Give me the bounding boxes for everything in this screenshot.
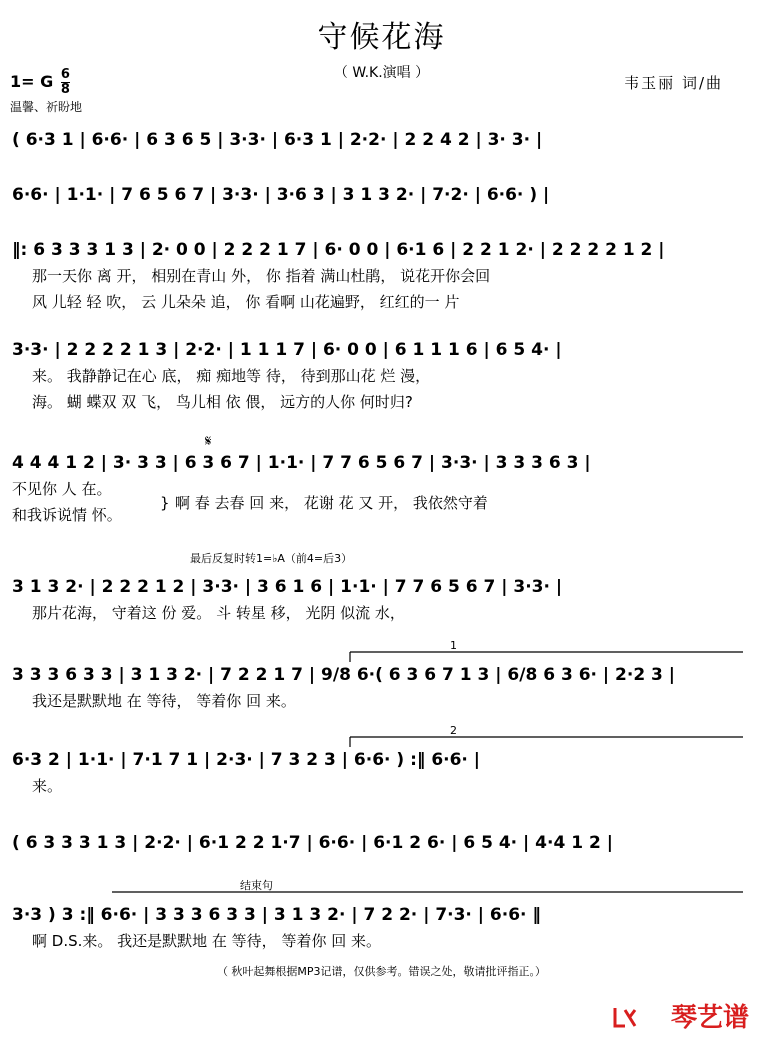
- volta-number-2: 2: [450, 724, 457, 737]
- meter-top: 6: [60, 67, 70, 82]
- score-line-5-lyrics-verse1: 不见你 人 在。: [12, 480, 112, 498]
- score-line-1-notes: ( 6·3 1 | 6·6· | 6 3 6 5 | 3·3· | 6·3 1 | 2·2· | 2 2 4 2 | 3· 3· |: [12, 130, 543, 150]
- score-line-9-notes: ( 6 3 3 3 1 3 | 2·2· | 6·1 2 2 1·7 | 6·6· | 6·1 2 6· | 6 5 4· | 4·4 1 2 |: [12, 833, 613, 853]
- score-line-8-notes: 6·3 2 | 1·1· | 7·1 7 1 | 2·3· | 7 3 2 3 | 6·6· ) :‖ 6·6· |: [12, 750, 481, 770]
- author-credit: 韦玉丽 词/曲: [624, 74, 723, 92]
- score-line-2-notes: 6·6· | 1·1· | 7 6 5 6 7 | 3·3· | 3·6 3 | 3 1 3 2· | 7·2· | 6·6· ) |: [12, 185, 550, 205]
- score-line-7-notes: 3 3 3 6 3 3 | 3 1 3 2· | 7 2 2 1 7 | 9/8 6·( 6 3 6 7 1 3 | 6/8 6 3 6· | 2·2 3 |: [12, 665, 676, 685]
- score-line-4-lyrics-verse2: 海。 蝴 蝶双 双 飞， 鸟儿相 依 偎， 远方的人你 何时归?: [32, 393, 413, 411]
- score-line-5-lyrics-verse2: 和我诉说情 怀。: [12, 506, 122, 524]
- site-logo: 琴艺谱: [670, 1003, 749, 1033]
- verse-brace: }: [160, 494, 170, 512]
- logo-icon: [611, 1004, 641, 1030]
- meter-bottom: 8: [60, 82, 70, 97]
- singer-credit: （ W.K.演唱 ）: [333, 65, 430, 81]
- score-line-8-lyrics-verse1: 来。: [32, 777, 63, 795]
- score-line-5-notes: 4 4 4 1 2 | 3· 3 3 | 6 3 6 7 | 1·1· | 7 7 6 5 6 7 | 3·3· | 3 3 3 6 3 |: [12, 453, 591, 473]
- score-line-3-lyrics-verse1: 那一天你 离 开， 相别在青山 外， 你 指着 满山杜鹃， 说花开你会回: [32, 267, 491, 285]
- score-line-3-lyrics-verse2: 风 儿轻 轻 吹， 云 儿朵朵 追， 你 看啊 山花遍野， 红红的一 片: [32, 293, 460, 311]
- footer-note: （ 秋叶起舞根据MP3记谱，仅供参考。错误之处，敬请批评指正。）: [216, 965, 547, 978]
- segno-sign: 𝄋: [205, 432, 212, 450]
- score-line-5-lyrics-chorus: 啊 春 去春 回 来， 花谢 花 又 开， 我依然守着: [175, 494, 488, 512]
- modulation-instruction: 最后反复时转1=♭A（前4=后3）: [190, 552, 353, 565]
- ending-label: 结束句: [240, 879, 273, 892]
- score-line-6-notes: 3 1 3 2· | 2 2 2 1 2 | 3·3· | 3 6 1 6 | 1·1· | 7 7 6 5 6 7 | 3·3· |: [12, 577, 563, 597]
- score-line-3-notes: ‖: 6 3 3 3 1 3 | 2· 0 0 | 2 2 2 1 7 | 6· 0 0 | 6·1 6 | 2 2 1 2· | 2 2 2 2 1 2 |: [12, 240, 665, 260]
- score-line-4-lyrics-verse1: 来。 我静静记在心 底， 痴 痴地等 待， 待到那山花 烂 漫，: [32, 367, 431, 385]
- song-title: 守候花海: [317, 20, 446, 55]
- score-line-10-notes: 3·3 ) 3 :‖ 6·6· | 3 3 3 6 3 3 | 3 1 3 2· | 7 2 2· | 7·3· | 6·6· ‖: [12, 905, 541, 925]
- score-line-4-notes: 3·3· | 2 2 2 2 1 3 | 2·2· | 1 1 1 7 | 6· 0 0 | 6 1 1 1 6 | 6 5 4· |: [12, 340, 562, 360]
- key-label: 1= G: [10, 72, 54, 91]
- score-line-7-lyrics-verse1: 我还是默默地 在 等待， 等着你 回 来。: [32, 692, 296, 710]
- volta-number-1: 1: [450, 639, 457, 652]
- score-line-6-lyrics-verse1: 那片花海， 守着这 份 爱。 斗 转星 移， 光阴 似流 水，: [32, 604, 405, 622]
- score-line-10-lyrics-verse1: 啊 D.S.来。 我还是默默地 在 等待， 等着你 回 来。: [32, 932, 381, 950]
- tempo-mark: 温馨、祈盼地: [10, 100, 83, 114]
